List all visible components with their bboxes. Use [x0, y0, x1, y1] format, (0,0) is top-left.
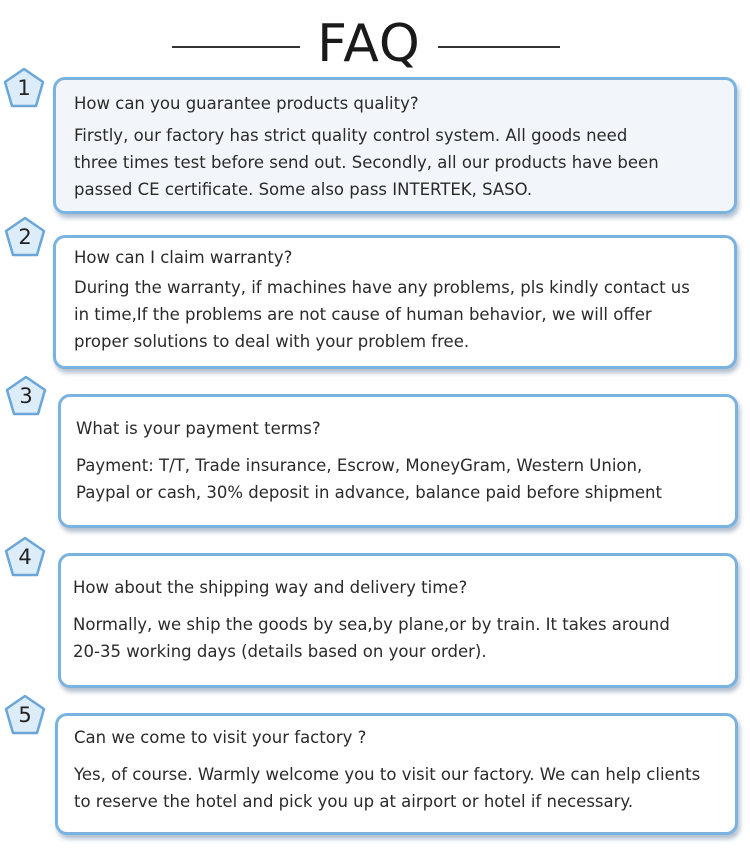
faq-question: How can I claim warranty? — [74, 248, 293, 267]
faq-answer-line: Payment: T/T, Trade insurance, Escrow, MoneyGram, Western Union, — [76, 456, 643, 475]
page-title: FAQ — [317, 14, 421, 74]
faq-answer — [74, 122, 659, 203]
faq-number: 5 — [18, 703, 32, 727]
faq-answer-line: three times test before send out. Secondly, all our products have been — [74, 153, 659, 172]
faq-answer — [74, 274, 690, 355]
faq-number: 1 — [17, 76, 31, 100]
faq-number-badge — [2, 66, 46, 110]
faq-question: How can you guarantee products quality? — [74, 94, 419, 113]
faq-number-badge — [3, 215, 47, 259]
faq-number-badge — [3, 693, 47, 737]
header-rule-right — [438, 46, 560, 48]
faq-answer-line: to reserve the hotel and pick you up at airport or hotel if necessary. — [74, 792, 634, 811]
faq-answer-line: Paypal or cash, 30% deposit in advance, balance paid before shipment — [76, 483, 662, 502]
faq-answer-line: in time,If the problems are not cause of human behavior, we will offer — [74, 305, 652, 324]
faq-answer-line: During the warranty, if machines have any problems, pls kindly contact us — [74, 278, 690, 297]
faq-number-badge — [4, 374, 48, 418]
faq-answer-line: Yes, of course. Warmly welcome you to visit our factory. We can help clients — [74, 765, 701, 784]
faq-answer-line: Firstly, our factory has strict quality control system. All goods need — [74, 126, 628, 145]
faq-answer — [73, 611, 670, 665]
faq-answer-line: passed CE certificate. Some also pass INTERTEK, SASO. — [74, 180, 533, 199]
faq-question: What is your payment terms? — [76, 419, 321, 438]
faq-question: Can we come to visit your factory ? — [74, 728, 367, 747]
faq-answer-line: 20-35 working days (details based on your order). — [73, 642, 487, 661]
faq-answer-line: proper solutions to deal with your problem free. — [74, 332, 470, 351]
faq-answer-line: Normally, we ship the goods by sea,by plane,or by train. It takes around — [73, 615, 670, 634]
header-rule-left — [172, 46, 300, 48]
faq-number: 3 — [19, 384, 33, 408]
faq-number-badge — [3, 535, 47, 579]
faq-number: 2 — [18, 225, 32, 249]
faq-header — [0, 12, 750, 76]
faq-answer — [76, 452, 662, 506]
faq-question: How about the shipping way and delivery time? — [73, 578, 468, 597]
faq-answer — [74, 761, 700, 815]
faq-number: 4 — [18, 545, 32, 569]
